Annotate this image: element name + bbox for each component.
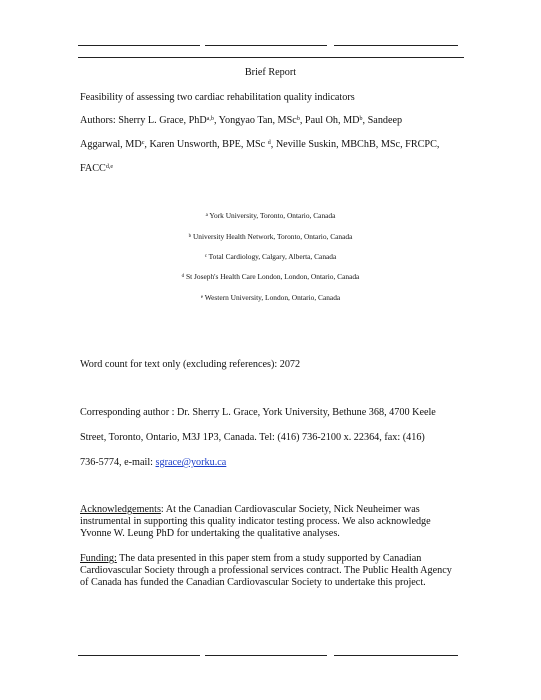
authors-line-1: Authors: Sherry L. Grace, PhD$^{a,b}$, Yongyao Tan, MSc$^b$, Paul Oh, $MD^b$, Sandeep bbox=[80, 115, 403, 126]
authors-line-3: FACC$^{d,e}$ bbox=[80, 163, 114, 174]
acknowledgements-heading: Acknowledgements bbox=[80, 504, 161, 515]
paper-title: Feasibility of assessing two cardiac rehabilitation quality indicators bbox=[80, 92, 355, 103]
affiliation-c: $^c$ Total Cardiology, Calgary, Alberta, Canada bbox=[204, 252, 337, 261]
footer-rule-center bbox=[205, 655, 327, 656]
header-rule-left bbox=[78, 45, 200, 46]
header-rule-center bbox=[205, 45, 327, 46]
affiliation-e: $^e$ Western University, London, Ontario, Canada bbox=[200, 293, 341, 302]
corresponding-line-2: Street, Toronto, Ontario, M3J 1P3, Canada. Tel: (416) 736-2100 x. 22364, fax: (416) bbox=[80, 432, 425, 443]
footer-rule-right bbox=[334, 655, 458, 656]
corresponding-line-1: Corresponding author : Dr. Sherry L. Grace, York University, Bethune 368, 4700 Keele bbox=[80, 407, 436, 418]
footer-rule-left bbox=[78, 655, 200, 656]
header-rule-right bbox=[334, 45, 458, 46]
funding-paragraph bbox=[80, 553, 460, 590]
affiliation-a: $^a$ York University, Toronto, Ontario, Canada bbox=[205, 211, 336, 220]
acknowledgements-paragraph bbox=[80, 504, 460, 541]
authors-line-2: Aggarwal, $MD^c$, Karen Unsworth, BPE, MSc $^d$, Neville Suskin, MBChB, MSc, FRCPC, bbox=[80, 139, 440, 150]
acknowledgements-text: : At the Canadian Cardiovascular Society, Nick Neuheimer was instrumental in supporting this quality indicator testing process. We also acknowledge Yvonne W. Leung PhD for undertaking the qualitative analyses. bbox=[80, 504, 431, 540]
affiliation-b: $^b$ University Health Network, Toronto, Ontario, Canada bbox=[188, 232, 353, 241]
corresponding-line-3: 736-5774, e-mail: sgrace@yorku.ca bbox=[80, 457, 227, 468]
funding-heading: Funding: bbox=[80, 553, 117, 564]
funding-text: The data presented in this paper stem from a study supported by Canadian Cardiovascular Society through a professional services contract. The Public Health Agency of Canada has funded the Canadian Cardiovascular Society to undertake this project. bbox=[80, 553, 452, 589]
header-rule-full bbox=[78, 57, 464, 58]
report-type: Brief Report bbox=[244, 67, 297, 78]
email-link[interactable]: sgrace@yorku.ca bbox=[155, 457, 227, 468]
affiliation-d: $^d$ St Joseph's Health Care London, London, Ontario, Canada bbox=[181, 272, 360, 281]
word-count: Word count for text only (excluding references): 2072 bbox=[80, 359, 301, 370]
